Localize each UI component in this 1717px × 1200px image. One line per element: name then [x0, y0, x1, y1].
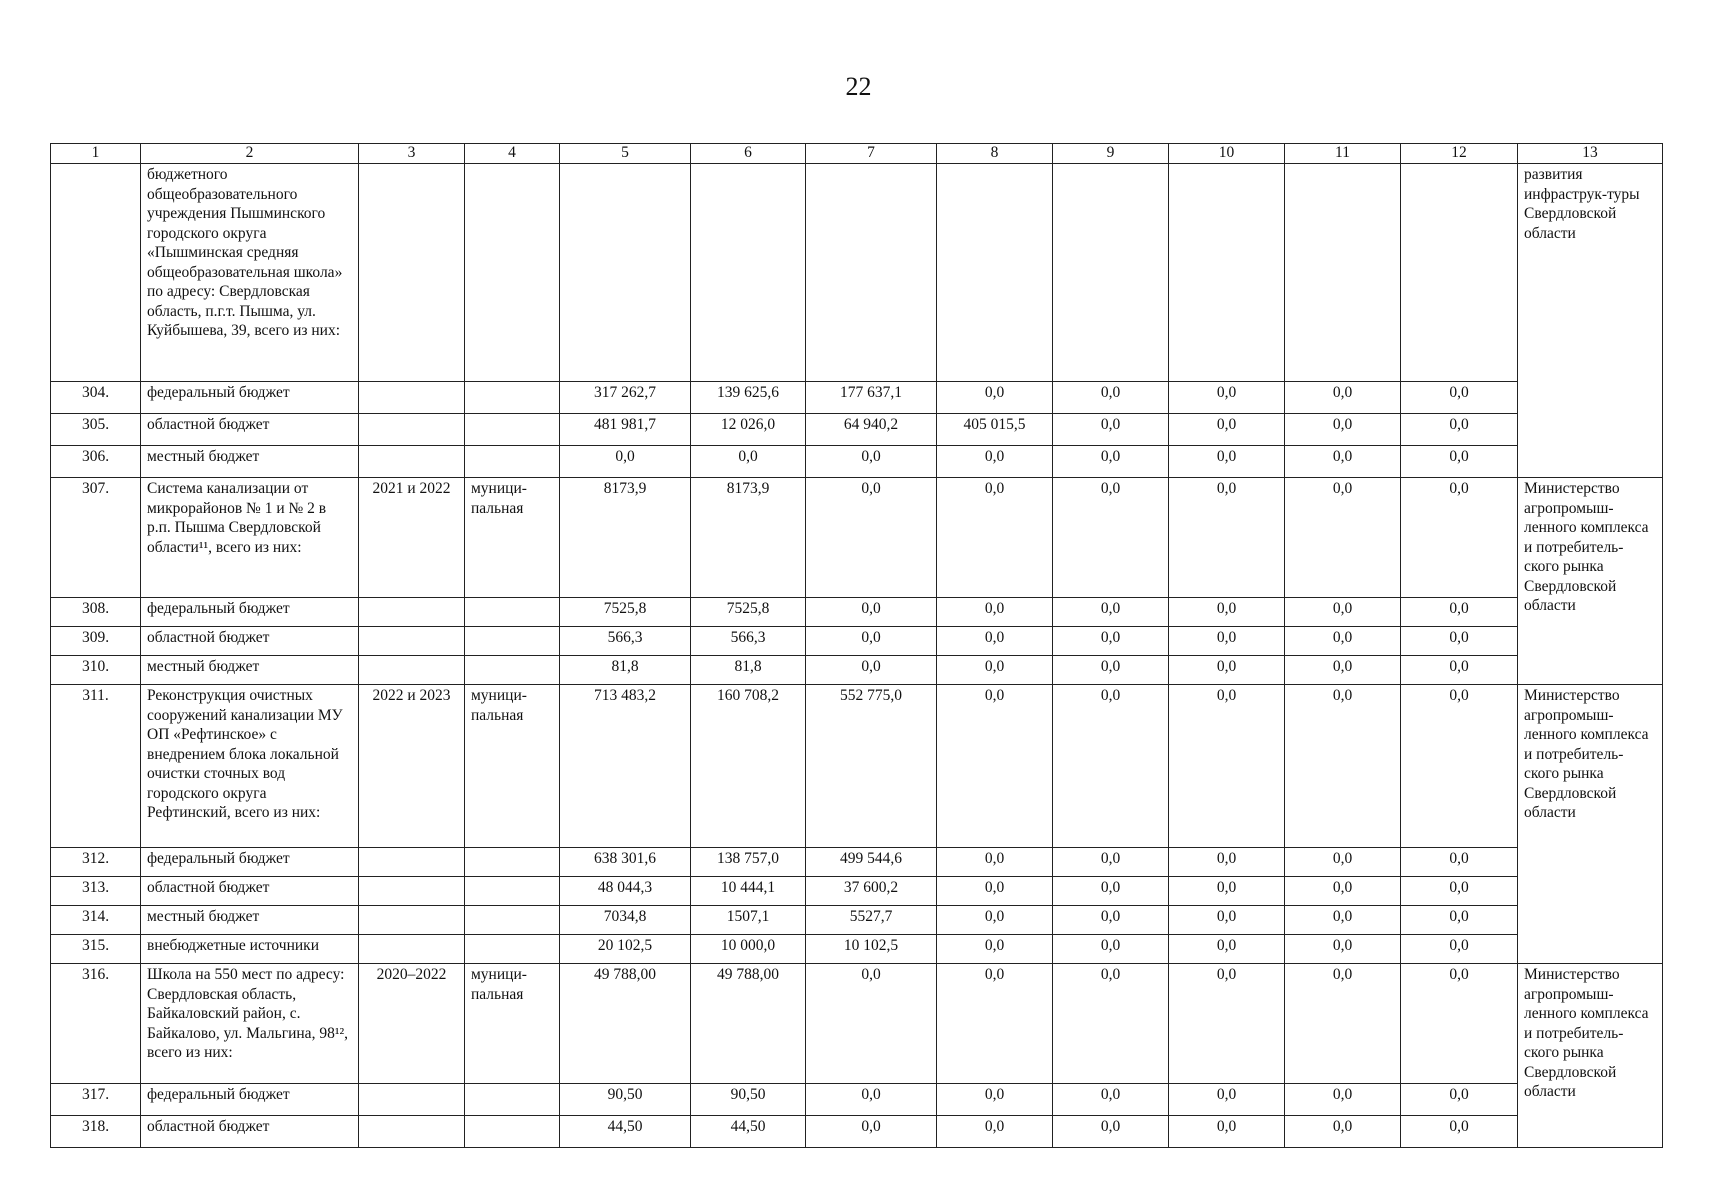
funding-value: 0,0 — [1285, 848, 1401, 877]
funding-value: 0,0 — [1053, 848, 1169, 877]
funding-value: 49 788,00 — [560, 964, 691, 1084]
funding-value: 0,0 — [1053, 598, 1169, 627]
table-row — [51, 627, 1663, 656]
table-row — [51, 164, 1663, 382]
funding-value: 0,0 — [1401, 848, 1518, 877]
funding-value: 0,0 — [1401, 1084, 1518, 1116]
funding-value: 10 444,1 — [691, 877, 806, 906]
funding-value: 0,0 — [806, 1116, 937, 1148]
implementation-years — [359, 382, 465, 414]
funding-value: 44,50 — [560, 1116, 691, 1148]
funding-value: 90,50 — [691, 1084, 806, 1116]
column-header: 11 — [1285, 144, 1401, 164]
item-name: внебюджетные источники — [141, 935, 359, 964]
ownership-type — [465, 877, 560, 906]
ownership-type — [465, 414, 560, 446]
funding-value: 7525,8 — [691, 598, 806, 627]
funding-value: 0,0 — [1169, 478, 1285, 598]
funding-value: 405 015,5 — [937, 414, 1053, 446]
funding-value: 0,0 — [1285, 935, 1401, 964]
funding-value: 0,0 — [1285, 656, 1401, 685]
responsible-authority: Министерство агропромыш-ленного комплекса и потребитель-ского рынка Свердловской области — [1518, 478, 1663, 685]
funding-value: 8173,9 — [691, 478, 806, 598]
funding-value: 0,0 — [937, 685, 1053, 848]
column-header: 1 — [51, 144, 141, 164]
item-name: областной бюджет — [141, 627, 359, 656]
implementation-years — [359, 627, 465, 656]
column-header: 9 — [1053, 144, 1169, 164]
funding-value: 0,0 — [1053, 382, 1169, 414]
funding-value: 0,0 — [937, 478, 1053, 598]
item-name: местный бюджет — [141, 906, 359, 935]
table-row — [51, 877, 1663, 906]
table-row — [51, 848, 1663, 877]
funding-value: 0,0 — [937, 1116, 1053, 1148]
column-header: 7 — [806, 144, 937, 164]
item-name: областной бюджет — [141, 877, 359, 906]
funding-value — [1169, 164, 1285, 382]
funding-value: 8173,9 — [560, 478, 691, 598]
funding-value: 0,0 — [1169, 1084, 1285, 1116]
funding-value: 0,0 — [937, 848, 1053, 877]
item-name: федеральный бюджет — [141, 848, 359, 877]
funding-value: 0,0 — [1401, 478, 1518, 598]
funding-value: 0,0 — [1169, 382, 1285, 414]
column-header: 8 — [937, 144, 1053, 164]
funding-value: 0,0 — [1401, 446, 1518, 478]
implementation-years: 2022 и 2023 — [359, 685, 465, 848]
funding-value: 0,0 — [1285, 598, 1401, 627]
responsible-authority: развития инфраструк-туры Свердловской области — [1518, 164, 1663, 478]
funding-value: 0,0 — [1401, 1116, 1518, 1148]
column-header: 12 — [1401, 144, 1518, 164]
funding-value: 0,0 — [806, 478, 937, 598]
ownership-type — [465, 598, 560, 627]
column-header: 6 — [691, 144, 806, 164]
funding-value — [1285, 164, 1401, 382]
responsible-authority: Министерство агропромыш-ленного комплекса и потребитель-ского рынка Свердловской области — [1518, 964, 1663, 1148]
funding-value: 0,0 — [1285, 446, 1401, 478]
row-number — [51, 164, 141, 382]
funding-value — [1053, 164, 1169, 382]
funding-value: 0,0 — [806, 627, 937, 656]
funding-value: 0,0 — [1169, 446, 1285, 478]
implementation-years — [359, 935, 465, 964]
implementation-years: 2020–2022 — [359, 964, 465, 1084]
responsible-authority: Министерство агропромыш-ленного комплекса и потребитель-ского рынка Свердловской области — [1518, 685, 1663, 964]
row-number: 317. — [51, 1084, 141, 1116]
funding-value: 0,0 — [1285, 877, 1401, 906]
ownership-type — [465, 1116, 560, 1148]
table-row — [51, 935, 1663, 964]
funding-value: 0,0 — [937, 627, 1053, 656]
funding-value: 0,0 — [1285, 906, 1401, 935]
funding-value: 0,0 — [937, 656, 1053, 685]
funding-value: 0,0 — [1401, 935, 1518, 964]
funding-value: 90,50 — [560, 1084, 691, 1116]
implementation-years — [359, 1116, 465, 1148]
funding-value: 0,0 — [1401, 906, 1518, 935]
funding-value: 0,0 — [1169, 627, 1285, 656]
row-number: 305. — [51, 414, 141, 446]
item-name: местный бюджет — [141, 446, 359, 478]
ownership-type — [465, 382, 560, 414]
item-name: федеральный бюджет — [141, 598, 359, 627]
implementation-years — [359, 848, 465, 877]
funding-value: 49 788,00 — [691, 964, 806, 1084]
ownership-type — [465, 1084, 560, 1116]
funding-value: 552 775,0 — [806, 685, 937, 848]
funding-value: 0,0 — [806, 598, 937, 627]
funding-value: 10 102,5 — [806, 935, 937, 964]
row-number: 315. — [51, 935, 141, 964]
funding-value: 0,0 — [806, 446, 937, 478]
item-name: местный бюджет — [141, 656, 359, 685]
funding-value: 0,0 — [1053, 478, 1169, 598]
funding-value — [691, 164, 806, 382]
ownership-type — [465, 446, 560, 478]
page-number: 22 — [845, 72, 872, 101]
item-name: Система канализации от микрорайонов № 1 и № 2 в р.п. Пышма Свердловской области¹¹, всего из них: — [141, 478, 359, 598]
item-name: бюджетного общеобразовательного учреждения Пышминского городского округа «Пышминская средняя общеобразовательная школа» по адресу: Свердловская область, п.г.т. Пышма, ул. Куйбышева, 39, всего из них: — [141, 164, 359, 382]
funding-value: 0,0 — [937, 446, 1053, 478]
funding-value: 160 708,2 — [691, 685, 806, 848]
funding-value: 0,0 — [806, 656, 937, 685]
funding-value: 0,0 — [1169, 656, 1285, 685]
funding-value: 0,0 — [1053, 627, 1169, 656]
funding-value: 37 600,2 — [806, 877, 937, 906]
table-row — [51, 1116, 1663, 1148]
funding-value: 638 301,6 — [560, 848, 691, 877]
funding-value: 0,0 — [1401, 598, 1518, 627]
ownership-type — [465, 164, 560, 382]
funding-value: 317 262,7 — [560, 382, 691, 414]
funding-value: 713 483,2 — [560, 685, 691, 848]
funding-value: 0,0 — [1401, 656, 1518, 685]
funding-value: 0,0 — [560, 446, 691, 478]
item-name: федеральный бюджет — [141, 1084, 359, 1116]
implementation-years — [359, 1084, 465, 1116]
implementation-years — [359, 414, 465, 446]
funding-value: 0,0 — [1169, 598, 1285, 627]
funding-value: 44,50 — [691, 1116, 806, 1148]
funding-value: 20 102,5 — [560, 935, 691, 964]
budget-table — [50, 143, 1663, 1148]
funding-value: 0,0 — [1053, 1084, 1169, 1116]
table-row — [51, 1084, 1663, 1116]
implementation-years — [359, 164, 465, 382]
funding-value: 0,0 — [1053, 446, 1169, 478]
funding-value: 499 544,6 — [806, 848, 937, 877]
table-row — [51, 906, 1663, 935]
funding-value: 566,3 — [560, 627, 691, 656]
funding-value: 10 000,0 — [691, 935, 806, 964]
funding-value: 0,0 — [1053, 877, 1169, 906]
item-name: областной бюджет — [141, 414, 359, 446]
funding-value: 0,0 — [806, 1084, 937, 1116]
row-number: 311. — [51, 685, 141, 848]
ownership-type — [465, 656, 560, 685]
funding-value: 0,0 — [937, 964, 1053, 1084]
funding-value: 0,0 — [1169, 877, 1285, 906]
table-row — [51, 598, 1663, 627]
ownership-type — [465, 935, 560, 964]
funding-value: 5527,7 — [806, 906, 937, 935]
ownership-type — [465, 906, 560, 935]
funding-value: 0,0 — [1285, 627, 1401, 656]
funding-value: 12 026,0 — [691, 414, 806, 446]
ownership-type — [465, 627, 560, 656]
funding-value: 81,8 — [560, 656, 691, 685]
funding-value: 0,0 — [1285, 964, 1401, 1084]
item-name: областной бюджет — [141, 1116, 359, 1148]
column-header: 4 — [465, 144, 560, 164]
funding-value: 0,0 — [1401, 685, 1518, 848]
funding-value: 0,0 — [691, 446, 806, 478]
table-header-row — [51, 144, 1663, 164]
row-number: 309. — [51, 627, 141, 656]
implementation-years — [359, 877, 465, 906]
funding-value: 0,0 — [1401, 964, 1518, 1084]
table-row — [51, 964, 1663, 1084]
funding-value — [560, 164, 691, 382]
row-number: 316. — [51, 964, 141, 1084]
ownership-type: муници-пальная — [465, 685, 560, 848]
row-number: 304. — [51, 382, 141, 414]
funding-value: 0,0 — [1169, 414, 1285, 446]
implementation-years — [359, 906, 465, 935]
row-number: 310. — [51, 656, 141, 685]
funding-value: 81,8 — [691, 656, 806, 685]
item-name: Реконструкция очистных сооружений канализации МУ ОП «Рефтинское» с внедрением блока локальной очистки сточных вод городского округа Рефтинский, всего из них: — [141, 685, 359, 848]
funding-value: 177 637,1 — [806, 382, 937, 414]
table-row — [51, 414, 1663, 446]
implementation-years — [359, 656, 465, 685]
funding-value: 0,0 — [1169, 1116, 1285, 1148]
funding-value: 0,0 — [1285, 382, 1401, 414]
ownership-type — [465, 848, 560, 877]
funding-value: 0,0 — [937, 598, 1053, 627]
funding-value: 0,0 — [1285, 414, 1401, 446]
item-name: федеральный бюджет — [141, 382, 359, 414]
row-number: 313. — [51, 877, 141, 906]
row-number: 307. — [51, 478, 141, 598]
funding-value: 0,0 — [937, 1084, 1053, 1116]
row-number: 314. — [51, 906, 141, 935]
funding-value: 48 044,3 — [560, 877, 691, 906]
funding-value: 0,0 — [1285, 685, 1401, 848]
funding-value: 7525,8 — [560, 598, 691, 627]
funding-value: 0,0 — [1053, 935, 1169, 964]
table-row — [51, 685, 1663, 848]
table-row — [51, 656, 1663, 685]
funding-value — [937, 164, 1053, 382]
funding-value: 0,0 — [1169, 935, 1285, 964]
funding-value: 0,0 — [1169, 685, 1285, 848]
funding-value: 0,0 — [937, 906, 1053, 935]
row-number: 318. — [51, 1116, 141, 1148]
funding-value: 1507,1 — [691, 906, 806, 935]
row-number: 306. — [51, 446, 141, 478]
funding-value — [806, 164, 937, 382]
column-header: 2 — [141, 144, 359, 164]
funding-value: 0,0 — [1053, 1116, 1169, 1148]
funding-value: 0,0 — [1401, 627, 1518, 656]
implementation-years — [359, 598, 465, 627]
funding-value: 0,0 — [1169, 964, 1285, 1084]
item-name: Школа на 550 мест по адресу: Свердловская область, Байкаловский район, с. Байкалово, ул. Мальгина, 98¹², всего из них: — [141, 964, 359, 1084]
implementation-years — [359, 446, 465, 478]
funding-value — [1401, 164, 1518, 382]
funding-value: 0,0 — [1169, 906, 1285, 935]
funding-value: 0,0 — [937, 935, 1053, 964]
funding-value: 7034,8 — [560, 906, 691, 935]
funding-value: 0,0 — [937, 877, 1053, 906]
ownership-type: муници-пальная — [465, 964, 560, 1084]
column-header: 10 — [1169, 144, 1285, 164]
funding-value: 0,0 — [937, 382, 1053, 414]
funding-value: 0,0 — [1053, 964, 1169, 1084]
funding-value: 0,0 — [1285, 478, 1401, 598]
ownership-type: муници-пальная — [465, 478, 560, 598]
funding-value: 138 757,0 — [691, 848, 806, 877]
funding-value: 0,0 — [1053, 414, 1169, 446]
table-row — [51, 478, 1663, 598]
funding-value: 139 625,6 — [691, 382, 806, 414]
funding-value: 64 940,2 — [806, 414, 937, 446]
table-row — [51, 446, 1663, 478]
implementation-years: 2021 и 2022 — [359, 478, 465, 598]
column-header: 3 — [359, 144, 465, 164]
column-header: 13 — [1518, 144, 1663, 164]
funding-value: 0,0 — [1401, 382, 1518, 414]
funding-value: 0,0 — [1169, 848, 1285, 877]
funding-value: 0,0 — [1285, 1084, 1401, 1116]
column-header: 5 — [560, 144, 691, 164]
funding-value: 566,3 — [691, 627, 806, 656]
funding-value: 481 981,7 — [560, 414, 691, 446]
row-number: 308. — [51, 598, 141, 627]
funding-value: 0,0 — [1053, 685, 1169, 848]
funding-value: 0,0 — [1401, 414, 1518, 446]
funding-value: 0,0 — [806, 964, 937, 1084]
funding-value: 0,0 — [1053, 656, 1169, 685]
table-row — [51, 382, 1663, 414]
funding-value: 0,0 — [1285, 1116, 1401, 1148]
row-number: 312. — [51, 848, 141, 877]
funding-value: 0,0 — [1053, 906, 1169, 935]
funding-value: 0,0 — [1401, 877, 1518, 906]
